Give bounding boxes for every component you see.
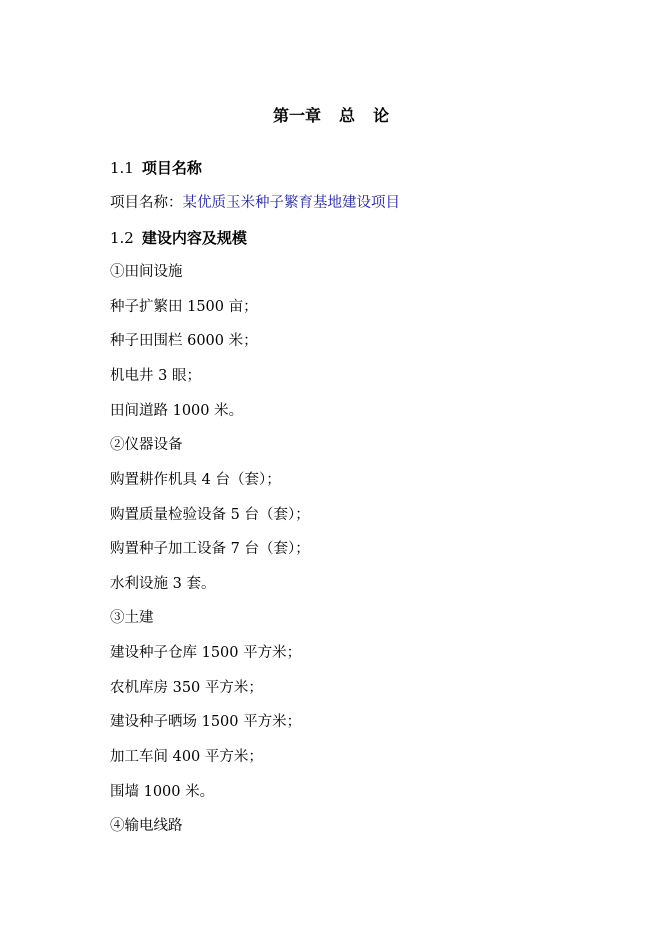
section-heading-1-2	[110, 227, 247, 249]
chapter-label: 第一章	[272, 106, 321, 125]
section-number: 1.2	[110, 229, 134, 247]
section-number: 1.1	[110, 159, 134, 177]
content-line: 机电井 3 眼；	[110, 368, 201, 384]
content-line: 建设种子晒场 1500 平方米；	[110, 714, 302, 730]
section-title: 项目名称	[141, 159, 202, 177]
content-line: 加工车间 400 平方米；	[110, 749, 263, 765]
chapter-title-word-1: 总	[338, 106, 355, 125]
content-line: 建设种子仓库 1500 平方米；	[110, 645, 302, 661]
content-line: 农机库房 350 平方米；	[110, 680, 263, 696]
project-name-value: 某优质玉米种子繁育基地建设项目	[182, 195, 400, 211]
section-title: 建设内容及规模	[141, 229, 247, 247]
content-line: ②仪器设备	[110, 437, 183, 453]
content-line: ④输电线路	[110, 818, 183, 834]
content-line: 种子扩繁田 1500 亩；	[110, 299, 258, 315]
content-line: 水利设施 3 套。	[110, 576, 216, 592]
content-line: 围墙 1000 米。	[110, 784, 215, 800]
section-heading-1-1	[110, 157, 202, 179]
content-line: 购置种子加工设备 7 台（套）；	[110, 541, 310, 557]
content-line: ③土建	[110, 610, 154, 626]
chapter-title	[0, 104, 662, 128]
content-line: 购置质量检验设备 5 台（套）；	[110, 507, 310, 523]
project-name-label: 项目名称：	[110, 195, 183, 211]
chapter-title-word-2: 论	[373, 106, 390, 125]
content-line: ①田间设施	[110, 264, 183, 280]
content-line: 购置耕作机具 4 台（套）；	[110, 472, 281, 488]
content-line: 种子田围栏 6000 米；	[110, 333, 258, 349]
content-line: 田间道路 1000 米。	[110, 403, 244, 419]
project-name-line	[110, 192, 400, 214]
